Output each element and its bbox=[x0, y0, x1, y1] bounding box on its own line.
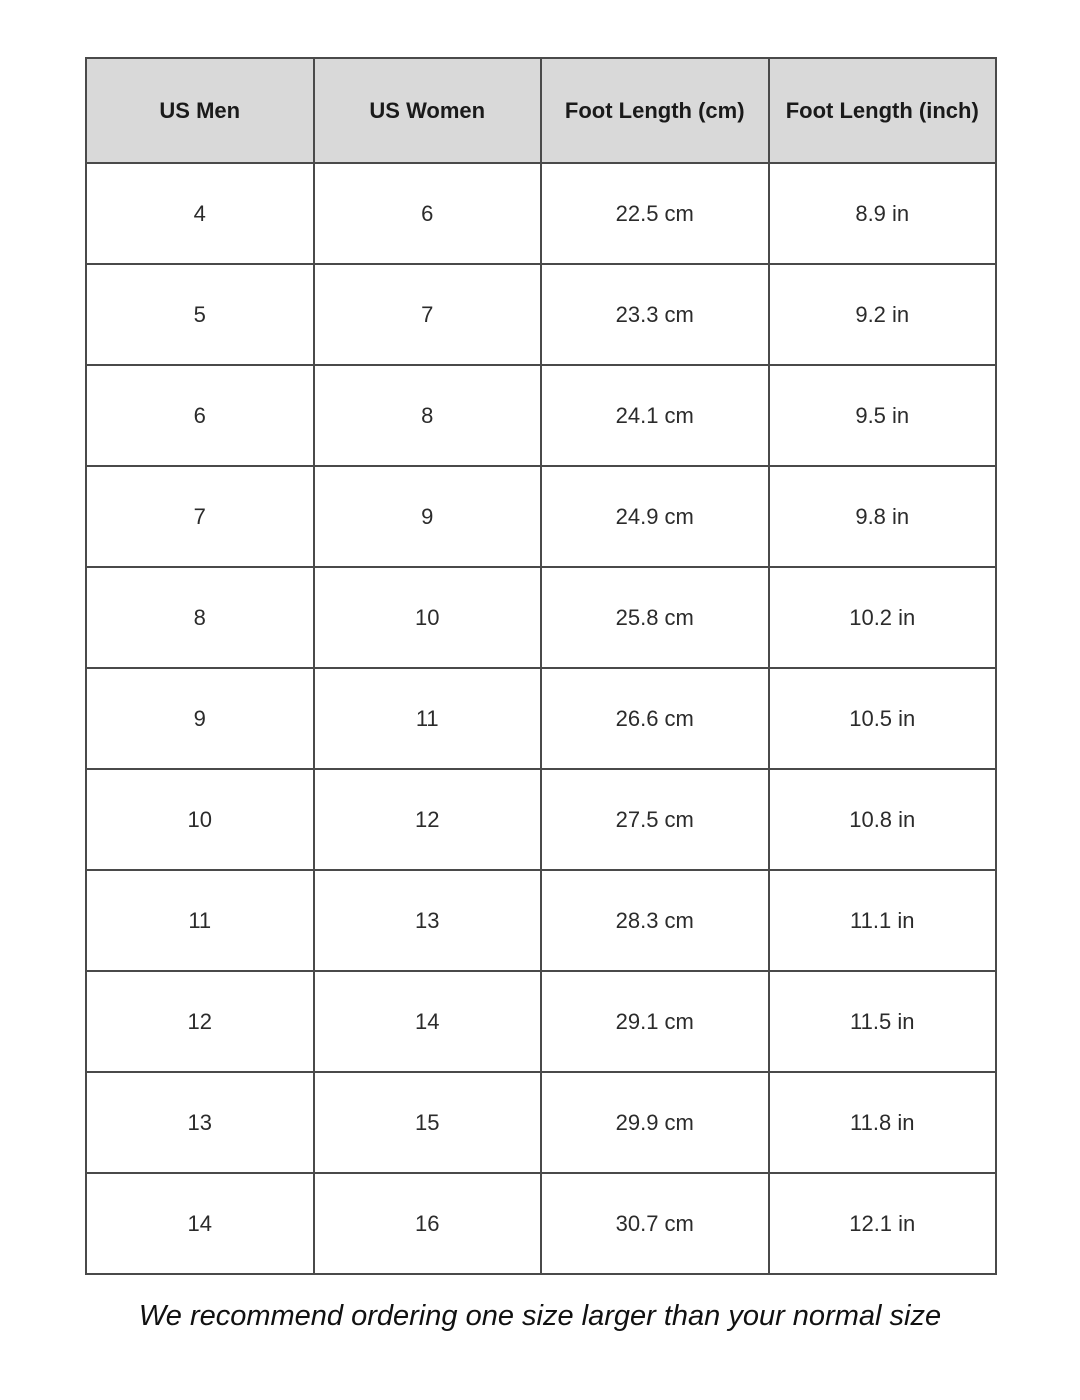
size-chart-table bbox=[85, 57, 997, 1275]
cell-us-men: 7 bbox=[86, 466, 314, 567]
cell-foot-length-inch: 10.5 in bbox=[769, 668, 997, 769]
table-row bbox=[86, 870, 996, 971]
cell-us-men: 12 bbox=[86, 971, 314, 1072]
header-row bbox=[86, 58, 996, 163]
cell-foot-length-cm: 22.5 cm bbox=[541, 163, 769, 264]
size-chart bbox=[85, 57, 997, 1275]
cell-us-women: 14 bbox=[314, 971, 542, 1072]
cell-foot-length-inch: 11.5 in bbox=[769, 971, 997, 1072]
size-recommendation-note: We recommend ordering one size larger than your normal size bbox=[138, 1300, 942, 1332]
cell-us-women: 15 bbox=[314, 1072, 542, 1173]
cell-us-women: 9 bbox=[314, 466, 542, 567]
cell-us-men: 13 bbox=[86, 1072, 314, 1173]
table-row bbox=[86, 668, 996, 769]
cell-foot-length-inch: 11.8 in bbox=[769, 1072, 997, 1173]
table-row bbox=[86, 466, 996, 567]
cell-foot-length-inch: 9.5 in bbox=[769, 365, 997, 466]
table-row bbox=[86, 163, 996, 264]
cell-us-men: 9 bbox=[86, 668, 314, 769]
cell-us-men: 8 bbox=[86, 567, 314, 668]
column-header-foot-length-cm: Foot Length (cm) bbox=[541, 58, 769, 163]
cell-us-women: 7 bbox=[314, 264, 542, 365]
table-row bbox=[86, 264, 996, 365]
column-header-foot-length-inch: Foot Length (inch) bbox=[769, 58, 997, 163]
table-row bbox=[86, 1072, 996, 1173]
table-row bbox=[86, 971, 996, 1072]
table-header bbox=[86, 58, 996, 163]
cell-us-men: 11 bbox=[86, 870, 314, 971]
cell-us-women: 16 bbox=[314, 1173, 542, 1274]
cell-foot-length-cm: 27.5 cm bbox=[541, 769, 769, 870]
cell-us-women: 8 bbox=[314, 365, 542, 466]
cell-us-men: 14 bbox=[86, 1173, 314, 1274]
table-row bbox=[86, 567, 996, 668]
table-row bbox=[86, 769, 996, 870]
cell-foot-length-inch: 9.8 in bbox=[769, 466, 997, 567]
cell-foot-length-inch: 12.1 in bbox=[769, 1173, 997, 1274]
column-header-us-men: US Men bbox=[86, 58, 314, 163]
cell-foot-length-cm: 25.8 cm bbox=[541, 567, 769, 668]
cell-us-women: 10 bbox=[314, 567, 542, 668]
cell-foot-length-cm: 24.9 cm bbox=[541, 466, 769, 567]
cell-foot-length-cm: 28.3 cm bbox=[541, 870, 769, 971]
cell-foot-length-cm: 26.6 cm bbox=[541, 668, 769, 769]
cell-us-men: 4 bbox=[86, 163, 314, 264]
table-body bbox=[86, 163, 996, 1274]
cell-foot-length-cm: 29.1 cm bbox=[541, 971, 769, 1072]
cell-us-women: 13 bbox=[314, 870, 542, 971]
cell-foot-length-cm: 29.9 cm bbox=[541, 1072, 769, 1173]
cell-foot-length-inch: 9.2 in bbox=[769, 264, 997, 365]
cell-foot-length-cm: 24.1 cm bbox=[541, 365, 769, 466]
table-row bbox=[86, 365, 996, 466]
cell-us-women: 12 bbox=[314, 769, 542, 870]
cell-us-men: 5 bbox=[86, 264, 314, 365]
cell-us-women: 6 bbox=[314, 163, 542, 264]
cell-us-men: 10 bbox=[86, 769, 314, 870]
column-header-us-women: US Women bbox=[314, 58, 542, 163]
table-row bbox=[86, 1173, 996, 1274]
cell-foot-length-inch: 10.8 in bbox=[769, 769, 997, 870]
cell-foot-length-cm: 30.7 cm bbox=[541, 1173, 769, 1274]
cell-us-women: 11 bbox=[314, 668, 542, 769]
cell-foot-length-inch: 8.9 in bbox=[769, 163, 997, 264]
cell-foot-length-inch: 10.2 in bbox=[769, 567, 997, 668]
cell-foot-length-cm: 23.3 cm bbox=[541, 264, 769, 365]
cell-foot-length-inch: 11.1 in bbox=[769, 870, 997, 971]
cell-us-men: 6 bbox=[86, 365, 314, 466]
